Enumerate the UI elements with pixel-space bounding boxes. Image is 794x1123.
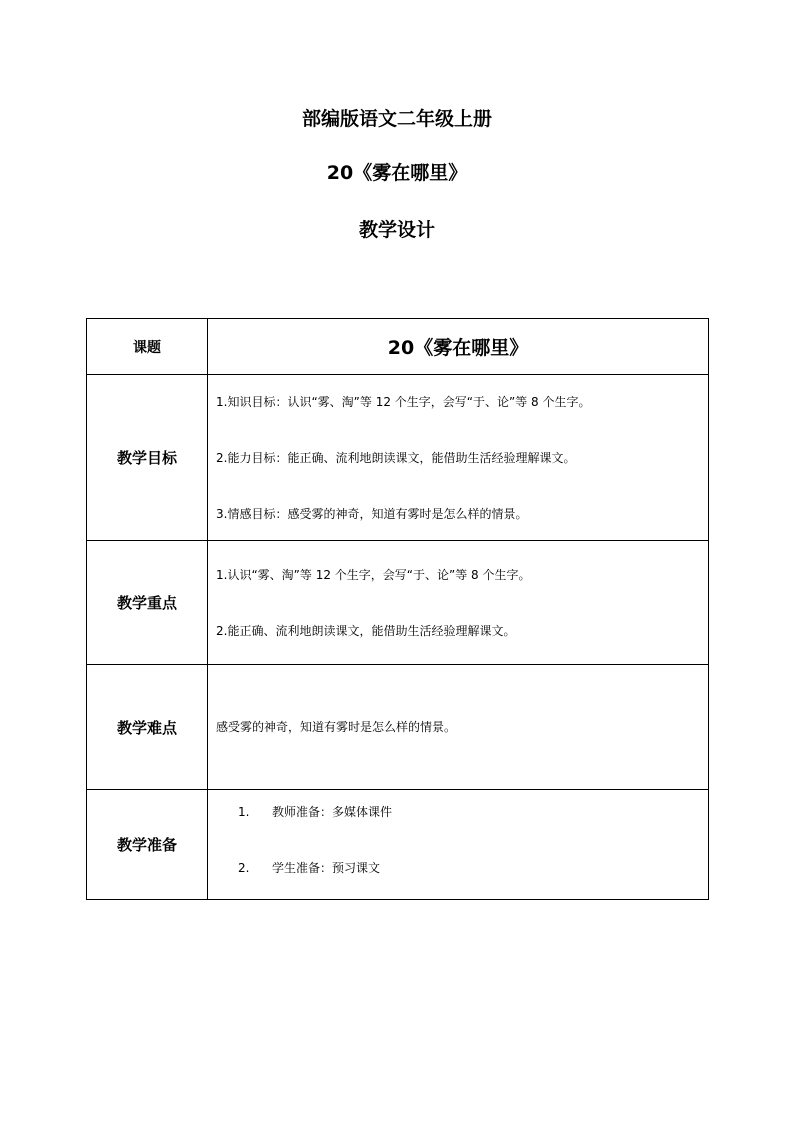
objective-item: 3.情感目标：感受雾的神奇，知道有雾时是怎么样的情景。 [216,506,528,521]
key-points-label: 教学重点 [87,541,208,665]
objectives-row [87,375,709,541]
objective-item: 1.知识目标：认识“雾、淘”等 12 个生字，会写“于、论”等 8 个生字。 [216,394,591,409]
key-point-item: 2.能正确、流利地朗读课文，能借助生活经验理解课文。 [216,623,516,638]
difficulties-label: 教学难点 [87,665,208,790]
lesson-plan-table [86,318,709,900]
preparation-item-text: 学生准备：预习课文 [272,861,381,875]
preparation-item [216,860,704,876]
preparation-item-number: 2. [238,861,250,875]
objectives-label: 教学目标 [87,375,208,541]
topic-row [87,319,709,375]
document-title: 部编版语文二年级上册 [301,108,492,130]
preparation-label: 教学准备 [87,790,208,900]
document-subtitle: 教学设计 [358,219,435,241]
preparation-item-number: 1. [238,805,250,819]
key-points-content [208,541,709,665]
difficulties-content [208,665,709,790]
objectives-content [208,375,709,541]
difficulties-row [87,665,709,790]
topic-label: 课题 [87,319,208,375]
topic-value: 20《雾在哪里》 [208,319,709,375]
lesson-title: 20《雾在哪里》 [326,162,468,184]
key-point-item: 1.认识“雾、淘”等 12 个生字，会写“于、论”等 8 个生字。 [216,567,531,582]
preparation-content [208,790,709,900]
preparation-item [216,804,704,820]
preparation-item-text: 教师准备：多媒体课件 [272,805,393,819]
difficulty-text: 感受雾的神奇，知道有雾时是怎么样的情景。 [216,720,457,734]
preparation-row [87,790,709,900]
objective-item: 2.能力目标：能正确、流利地朗读课文，能借助生活经验理解课文。 [216,450,576,465]
key-points-row [87,541,709,665]
